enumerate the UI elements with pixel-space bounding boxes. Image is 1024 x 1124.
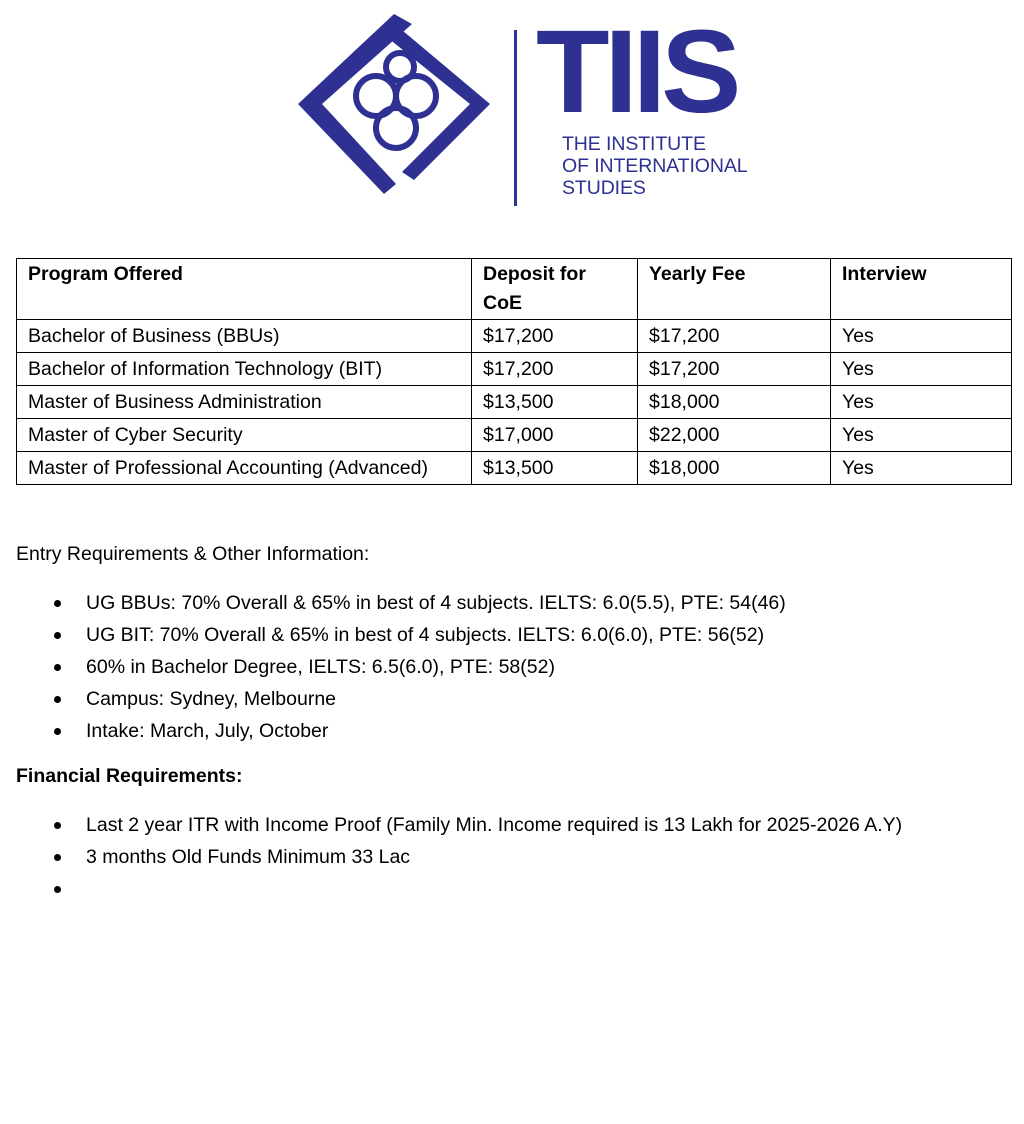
table-row [17,353,1012,386]
cell-program: Master of Professional Accounting (Advanced) [17,452,472,485]
entry-requirements-list [16,587,786,747]
list-item [16,809,902,841]
cell-deposit: $17,000 [472,419,638,452]
table-header-row [17,259,1012,320]
logo-subtitle-line: OF INTERNATIONAL [562,155,748,177]
cell-interview: Yes [831,386,1012,419]
header-program-offered: Program Offered [17,259,472,320]
cell-program: Bachelor of Business (BBUs) [17,320,472,353]
list-item [16,873,902,905]
institution-logo [292,6,752,202]
cell-deposit: $17,200 [472,320,638,353]
list-item [16,683,786,715]
list-item-text: UG BBUs: 70% Overall & 65% in best of 4 subjects. IELTS: 6.0(5.5), PTE: 54(46) [86,592,786,614]
entry-requirements-heading: Entry Requirements & Other Information: [16,543,370,565]
financial-requirements-list [16,809,902,905]
list-item [16,715,786,747]
cell-interview: Yes [831,320,1012,353]
cell-program: Bachelor of Information Technology (BIT) [17,353,472,386]
cell-yearly-fee: $17,200 [638,320,831,353]
cell-program: Master of Business Administration [17,386,472,419]
logo-wordmark: TIIS [536,6,737,138]
cell-yearly-fee: $17,200 [638,353,831,386]
table-row [17,452,1012,485]
logo-subtitle-line: STUDIES [562,177,646,199]
financial-requirements-heading: Financial Requirements: [16,765,243,787]
logo-divider [514,30,517,206]
bullet-icon [54,696,61,703]
bullet-icon [54,600,61,607]
header-yearly-fee: Yearly Fee [638,259,831,320]
cell-deposit: $17,200 [472,353,638,386]
list-item-text: Campus: Sydney, Melbourne [86,688,337,710]
list-item [16,587,786,619]
cell-program: Master of Cyber Security [17,419,472,452]
list-item [16,619,786,651]
list-item-text: 3 months Old Funds Minimum 33 Lac [86,846,411,868]
table-row [17,386,1012,419]
cell-interview: Yes [831,353,1012,386]
list-item-text: 60% in Bachelor Degree, IELTS: 6.5(6.0), PTE: 58(52) [86,656,555,678]
list-item [16,651,786,683]
logo-subtitle-line: THE INSTITUTE [562,133,706,155]
cell-interview: Yes [831,419,1012,452]
bullet-icon [54,822,61,829]
table-row [17,419,1012,452]
program-fee-table [16,258,1012,485]
table-row [17,320,1012,353]
list-item-text: UG BIT: 70% Overall & 65% in best of 4 subjects. IELTS: 6.0(6.0), PTE: 56(52) [86,624,765,646]
bullet-icon [54,854,61,861]
cell-yearly-fee: $22,000 [638,419,831,452]
bullet-icon [54,728,61,735]
cell-yearly-fee: $18,000 [638,386,831,419]
cell-interview: Yes [831,452,1012,485]
bullet-icon [54,664,61,671]
cell-deposit: $13,500 [472,452,638,485]
list-item [16,841,902,873]
list-item-text: Intake: March, July, October [86,720,329,742]
logo-subtitle [562,133,762,199]
bullet-icon [54,886,61,893]
emblem-ring-bottom [376,108,416,148]
header-deposit-for-coe: Deposit for CoE [472,259,638,320]
cell-deposit: $13,500 [472,386,638,419]
bullet-icon [54,632,61,639]
list-item-text: Last 2 year ITR with Income Proof (Family Min. Income required is 13 Lakh for 2025-2026 A.Y) [86,814,903,836]
tiis-emblem-icon [292,12,497,202]
cell-yearly-fee: $18,000 [638,452,831,485]
header-interview: Interview [831,259,1012,320]
